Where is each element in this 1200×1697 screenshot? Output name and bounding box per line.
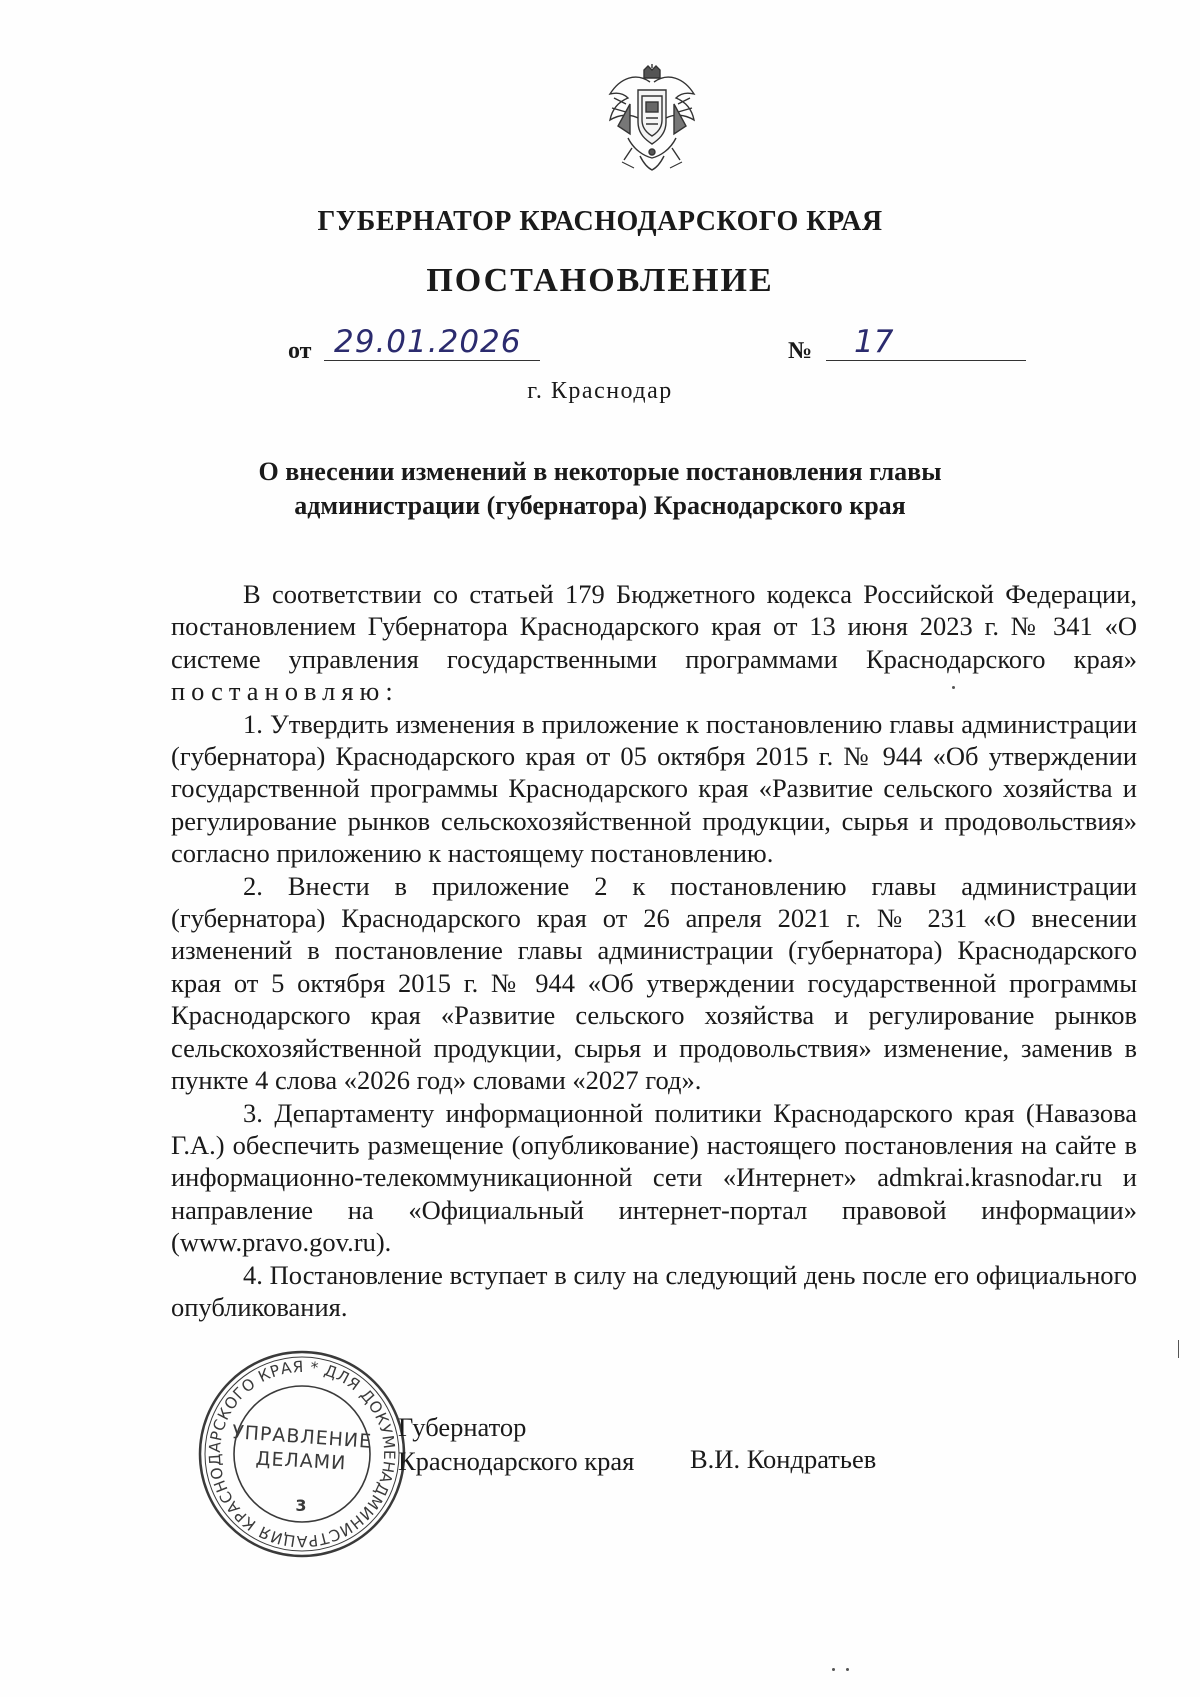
scan-speck	[832, 1668, 835, 1671]
scan-speck	[952, 686, 955, 689]
number-prefix: №	[788, 338, 813, 364]
title-line-1: О внесении изменений в некоторые постановления главы	[258, 457, 942, 486]
official-stamp	[196, 1348, 408, 1560]
item-1-paragraph: 1. Утвердить изменения в приложение к постановлению главы администрации (губернатора) Краснодарского края от 05 октября 2015 г. № 944 «Об утверждении государственной программы Краснодарского края «Развитие сельского хозяйства и регулирование рынков сельскохозяйственной продукции, сырья и продовольствия» согласно приложению к настоящему постановлению.	[171, 708, 1137, 869]
document-title	[200, 455, 1000, 523]
scan-speck	[846, 1668, 849, 1671]
preamble-paragraph	[171, 578, 1137, 708]
document-type: ПОСТАНОВЛЕНИЕ	[426, 262, 774, 299]
stamp-center-line-2: ДЕЛАМИ	[255, 1447, 347, 1475]
document-number: 17	[826, 324, 1026, 361]
signatory-title	[398, 1410, 634, 1478]
signatory-title-line-1: Губернатор	[398, 1412, 527, 1442]
document-date: 29.01.2026	[324, 324, 540, 361]
issuing-authority: ГУБЕРНАТОР КРАСНОДАРСКОГО КРАЯ	[317, 206, 883, 237]
stamp-ring-text: АДМИНИСТРАЦИЯ КРАСНОДАРСКОГО КРАЯ * ДЛЯ ДОКУМЕНТОВ	[205, 1357, 399, 1551]
item-4-paragraph: 4. Постановление вступает в силу на следующий день после его официального опубликования.	[171, 1259, 1137, 1322]
coat-of-arms-icon	[600, 64, 704, 172]
stamp-number: 3	[295, 1496, 307, 1515]
stamp-center-line-1: УПРАВЛЕНИЕ	[231, 1421, 373, 1453]
item-2-paragraph: 2. Внести в приложение 2 к постановлению главы администрации (губернатора) Краснодарского края от 26 апреля 2021 г. № 231 «О внесении изменений в постановление главы администрации (губернатора) Краснодарского края от 5 октября 2015 г. № 944 «Об утверждении государственной программы Краснодарского края «Развитие сельского хозяйства и регулирование рынков сельскохозяйственной продукции, сырья и продовольствия» изменение, заменив в пункте 4 слова «2026 год» словами «2027 год».	[171, 870, 1137, 1096]
document-body	[171, 578, 1137, 1323]
signatory-title-line-2: Краснодарского края	[398, 1446, 635, 1476]
decree-word: постановляю:	[171, 676, 399, 707]
date-number-line	[288, 324, 1028, 368]
date-prefix: от	[288, 338, 312, 364]
item-3-paragraph: 3. Департаменту информационной политики Краснодарского края (Навазова Г.А.) обеспечить размещение (опубликование) настоящего постановления на сайте в информационно-телекоммуникационной сети «Интернет» admkrai.krasnodar.ru и направление на «Официальный интернет-портал правовой информации» (www.pravo.gov.ru).	[171, 1097, 1137, 1258]
title-line-2: администрации (губернатора) Краснодарского края	[294, 491, 906, 520]
preamble-text: В соответствии со статьей 179 Бюджетного кодекса Российской Федерации, постановлением Губернатора Краснодарского края от 13 июня 2023 г. № 341 «О системе управления государственными программами Краснодарского края»	[171, 579, 1137, 674]
signatory-name: В.И. Кондратьев	[690, 1444, 877, 1474]
scan-speck	[1178, 1340, 1179, 1358]
issue-city: г. Краснодар	[527, 378, 673, 404]
